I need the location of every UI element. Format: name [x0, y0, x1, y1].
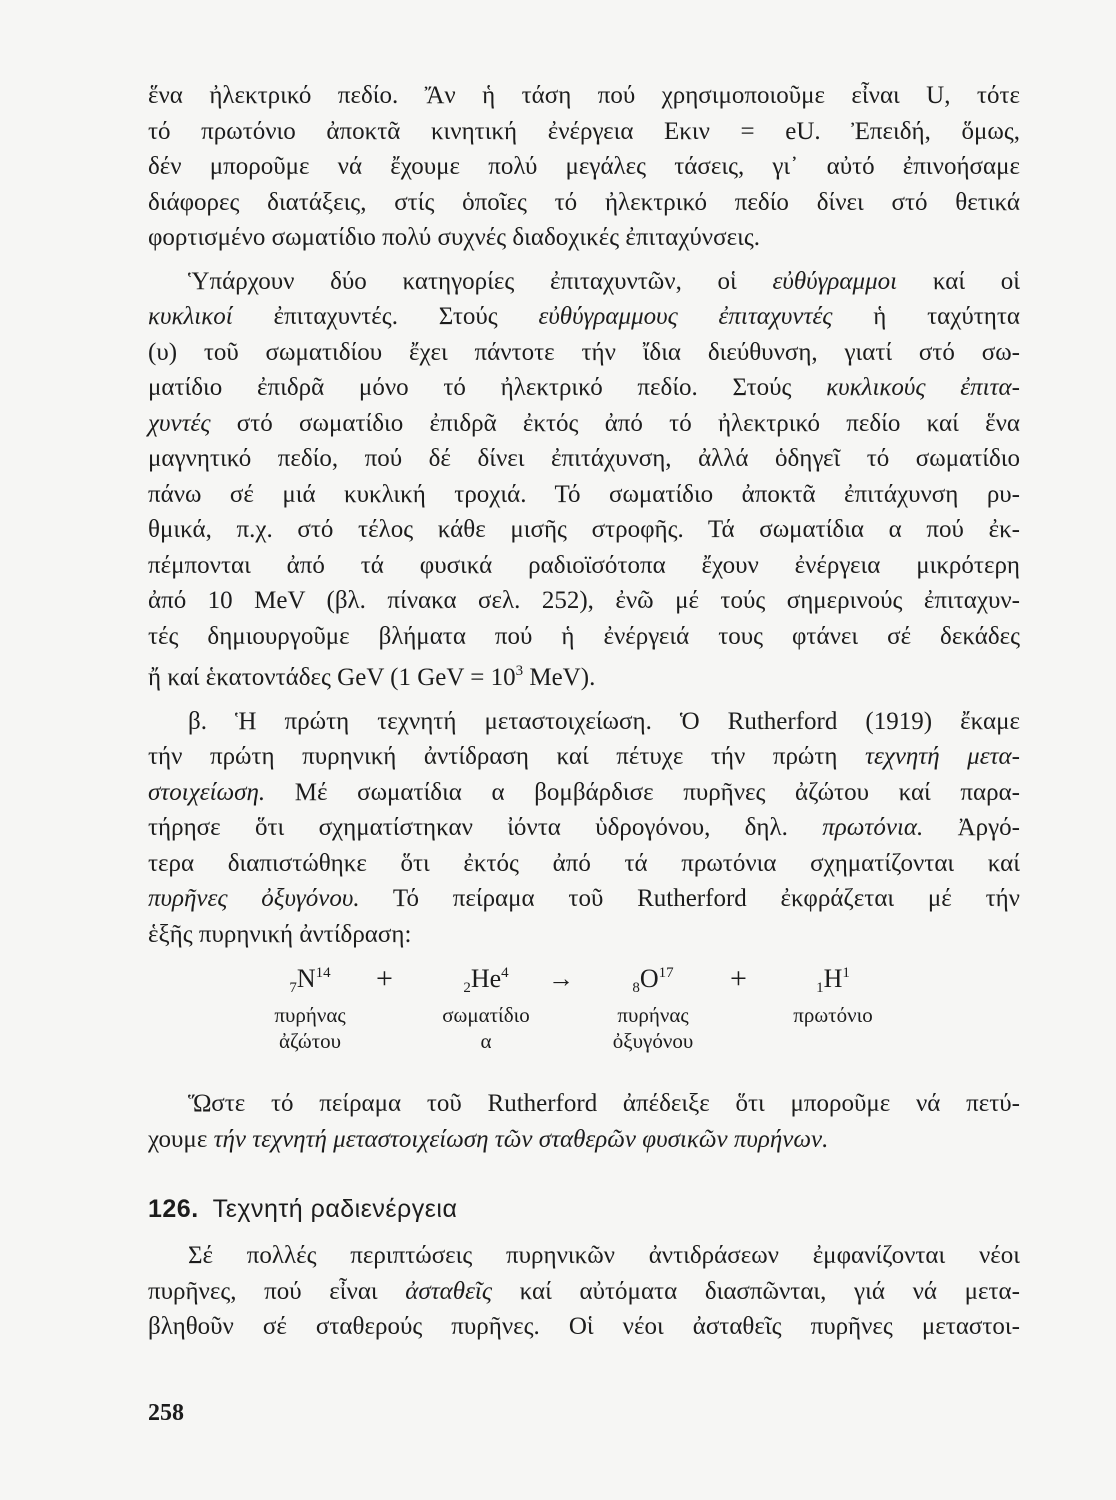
italic-term: κυκλικοί [148, 303, 233, 330]
nuclide-caption: ὀξυγόνου [612, 1029, 694, 1053]
italic-term: τεχνητή μετα- [865, 743, 1020, 770]
text-run: Τό πείραμα τοῦ Rutherford ἐκφράζεται μέ τήν [359, 885, 1020, 912]
paragraph-accelerator-intro [148, 78, 1020, 256]
text-line: ἕνα ἠλεκτρικό πεδίο. Ἄν ἡ τάση πού χρησιμοποιοῦμε εἶναι U, τότε [148, 82, 1020, 109]
text-line: βληθοῦν σέ σταθερούς πυρῆνες. Οἱ νέοι ἀσταθεῖς πυρῆνες μεταστοι- [148, 1313, 1020, 1340]
plus-sign: + [376, 962, 393, 995]
text-line: ἑξῆς πυρηνική ἀντίδραση: [148, 920, 412, 948]
nuclide-symbol: $_8O^{17}$ [632, 964, 674, 996]
text-line [148, 881, 1020, 917]
hydrogen-nucleus [768, 964, 898, 1028]
page-number: 258 [148, 1400, 184, 1426]
text-run: ἡ ταχύτητα [832, 303, 1020, 330]
italic-term: κυκλικούς ἐπιτα- [826, 374, 1020, 401]
helium-nucleus [416, 964, 556, 1054]
text-line: Σέ πολλές περιπτώσεις πυρηνικῶν ἀντιδράσεων ἐμφανίζονται νέοι [188, 1242, 1020, 1269]
text-line [148, 775, 1020, 811]
page-body [148, 78, 1020, 1345]
text-run: καί αὐτόματα διασπῶνται, γιά νά μετα- [492, 1277, 1020, 1305]
text-line [148, 370, 1020, 406]
italic-term: ἀσταθεῖς [405, 1277, 493, 1305]
text-line: πάνω σέ μιά κυκλική τροχιά. Τό σωματίδιο ἀποκτᾶ ἐπιτάχυνση ρυ- [148, 480, 1020, 508]
paragraph-conclusion [148, 1086, 1020, 1157]
nuclide-caption: πρωτόνιο [793, 1003, 873, 1027]
nuclide-symbol: $_7N^{14}$ [289, 964, 331, 996]
text-run: Ὑπάρχουν δύο κατηγορίες ἐπιταχυντῶν, οἱ [188, 267, 773, 295]
text-run: MeV). [523, 664, 596, 691]
italic-term: τήν τεχνητή μεταστοιχείωση τῶν σταθερῶν φυσικῶν πυρήνων. [213, 1125, 829, 1153]
text-run: Ἀργό- [923, 814, 1020, 841]
text-line: τό πρωτόνιο ἀποκτᾶ κινητική ἐνέργεια Eκιν = eU. Ἐπειδή, ὅμως, [148, 117, 1020, 145]
section-title: Τεχνητή ραδιενέργεια [212, 1195, 458, 1223]
text-line: τές δημιουργοῦμε βλήματα πού ἡ ἐνέργειά τους φτάνει σέ δεκάδες [148, 622, 1020, 650]
text-line: δέν μποροῦμε νά ἔχουμε πολύ μεγάλες τάσεις, γι᾽ αὐτό ἐπινοήσαμε [148, 153, 1020, 180]
paragraph-rutherford [148, 704, 1020, 953]
text-line [148, 654, 1020, 696]
nuclide-symbol: $_1H^1$ [816, 964, 850, 996]
italic-term: χυντές [148, 409, 211, 437]
text-run: καί οἱ [897, 267, 1020, 295]
section-number: 126. [148, 1195, 199, 1223]
text-line: θμικά, π.χ. στό τέλος κάθε μισῆς στροφῆς. Τά σωματίδια α πού ἐκ- [148, 516, 1020, 543]
text-run: πυρῆνες, πού εἶναι [148, 1277, 406, 1305]
text-line: ἀπό 10 MeV (βλ. πίνακα σελ. 252), ἐνῶ μέ τούς σημερινούς ἐπιταχυν- [148, 587, 1020, 614]
text-line [148, 299, 1020, 335]
text-line [148, 264, 1020, 300]
text-run: ἐπιταχυντές. Στούς [232, 303, 539, 330]
paragraph-accelerator-types [148, 264, 1020, 696]
italic-term: εὐθύγραμμοι [772, 267, 898, 295]
text-run: στό σωματίδιο ἐπιδρᾶ ἐκτός ἀπό τό ἠλεκτρικό πεδίο καί ἕνα [210, 409, 1020, 437]
nuclide-caption: πυρήνας [617, 1003, 689, 1027]
reaction-arrow: → [548, 964, 574, 993]
nuclide-symbol: $_2He^4$ [463, 964, 509, 996]
text-run: ματίδιο ἐπιδρᾶ μόνο τό ἠλεκτρικό πεδίο. Στούς [148, 374, 827, 401]
text-line [148, 1274, 1020, 1310]
section-heading [148, 1195, 1020, 1224]
text-line [148, 739, 1020, 775]
nuclide-caption: πυρήνας [274, 1003, 346, 1027]
text-line: φορτισμένο σωματίδιο πολύ συχνές διαδοχικές ἐπιταχύνσεις. [148, 224, 760, 251]
italic-term: εὐθύγραμμους ἐπιταχυντές [538, 303, 833, 330]
italic-term: στοιχείωση. [148, 778, 266, 806]
nuclide-caption: σωματίδιο [442, 1003, 530, 1027]
nuclide-caption: α [480, 1029, 492, 1053]
nuclide-caption: ἀζώτου [278, 1029, 342, 1053]
italic-term: πυρῆνες ὀξυγόνου. [148, 885, 360, 912]
text-run: Μέ σωματίδια α βομβάρδισε πυρῆνες ἀζώτου καί παρα- [265, 778, 1020, 806]
text-run: χουμε [148, 1125, 214, 1153]
text-line: πέμπονται ἀπό τά φυσικά ραδιοϊσότοπα ἔχουν ἐνέργεια μικρότερη [148, 551, 1020, 579]
paragraph-artificial-radioactivity [148, 1238, 1020, 1345]
text-line: διάφορες διατάξεις, στίς ὁποῖες τό ἠλεκτρικό πεδίο δίνει στό θετικά [148, 188, 1020, 216]
plus-sign: + [730, 962, 747, 995]
text-line [148, 1122, 1020, 1158]
text-run: ἤ καί ἑκατοντάδες GeV (1 GeV = 10 [148, 664, 516, 691]
superscript: 3 [515, 663, 524, 679]
nitrogen-nucleus [240, 964, 380, 1054]
text-line: (υ) τοῦ σωματιδίου ἔχει πάντοτε τήν ἴδια διεύθυνση, γιατί στό σω- [148, 338, 1020, 366]
text-line [148, 810, 1020, 846]
text-line: μαγνητικό πεδίο, πού δέ δίνει ἐπιτάχυνση, ἀλλά ὁδηγεῖ τό σωματίδιο [148, 445, 1020, 472]
text-run: τήρησε ὅτι σχηματίστηκαν ἰόντα ὑδρογόνου, δηλ. [148, 814, 823, 841]
text-line: Ὥστε τό πείραμα τοῦ Rutherford ἀπέδειξε ὅτι μποροῦμε νά πετύ- [188, 1090, 1020, 1117]
oxygen-nucleus [578, 964, 728, 1054]
text-run: τήν πρώτη πυρηνική ἀντίδραση καί πέτυχε τήν πρώτη [148, 743, 866, 770]
nuclear-reaction-equation [148, 964, 1020, 1076]
text-line: β. Ἡ πρώτη τεχνητή μεταστοιχείωση. Ὁ Rutherford (1919) ἔκαμε [188, 707, 1020, 735]
italic-term: πρωτόνια. [822, 814, 924, 841]
text-line [148, 406, 1020, 442]
text-line: τερα διαπιστώθηκε ὅτι ἐκτός ἀπό τά πρωτόνια σχηματίζονται καί [148, 849, 1020, 877]
